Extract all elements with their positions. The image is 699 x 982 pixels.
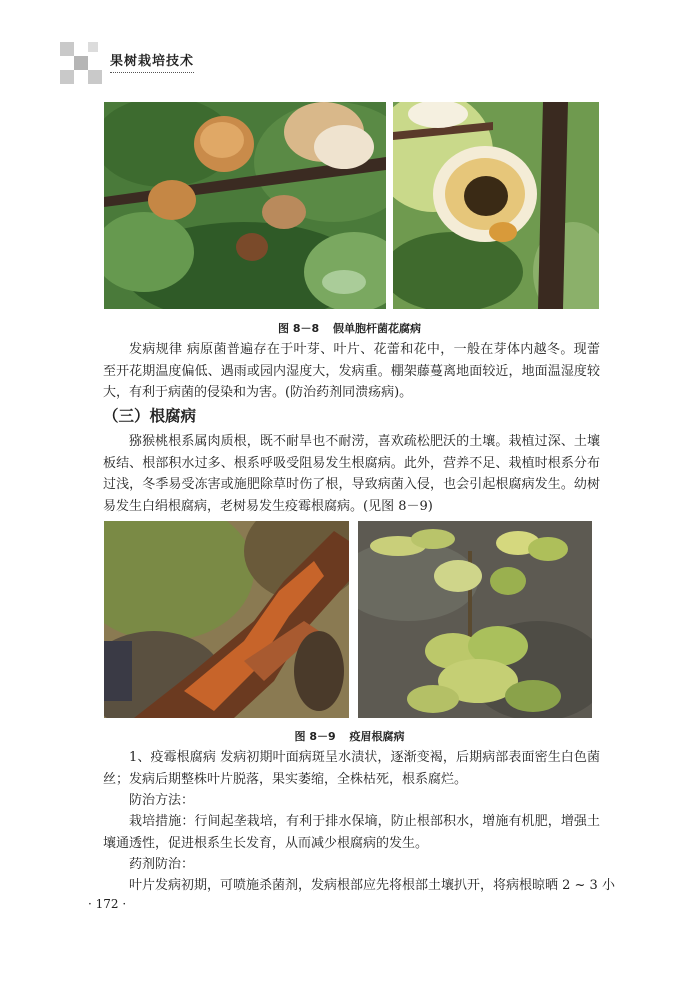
figure-title: 疫眉根腐病 xyxy=(349,730,405,743)
fig-8-8-photo-right xyxy=(393,102,599,309)
fig-8-9-photo-right xyxy=(358,521,592,718)
control-methods-label: 防治方法： xyxy=(129,793,195,808)
figure-number: 图 8－8 xyxy=(278,322,320,335)
paragraph-phytophthora-root-rot: 1、疫霉根腐病 发病初期叶面病斑呈水渍状，逐渐变褐，后期病部表面密生白色菌丝；发病后期整株叶片脱落，果实萎缩，全株枯死，根系腐烂。 xyxy=(103,750,600,787)
fig-8-8-photo-left xyxy=(104,102,386,309)
fig-8-8-caption xyxy=(0,320,699,336)
figure-title: 假单胞杆菌花腐病 xyxy=(332,322,421,335)
running-header-title: 果树栽培技术 xyxy=(110,50,194,73)
section-heading-root-rot: （三）根腐病 xyxy=(103,407,197,425)
paragraph-root-rot-intro: 猕猴桃根系属肉质根，既不耐旱也不耐涝，喜欢疏松肥沃的土壤。栽植过深、土壤板结、根部积水过多、根系呼吸受阻易发生根腐病。此外，营养不足、栽植时根系分布过浅，冬季易受冻害或施肥除草时伤了根，导致病菌入侵，也会引起根腐病发生。幼树易发生白绢根腐病，老树易发生疫霉根腐病。(见图 8－9) xyxy=(103,434,600,514)
chemical-control-label: 药剂防治： xyxy=(129,857,195,872)
paragraph-pathogenesis: 发病规律 病原菌普遍存在于叶芽、叶片、花蕾和花中，一般在芽体内越冬。现蕾至开花期温度偏低、遇雨或园内湿度大，发病重。棚架藤蔓离地面较近，地面温湿度较大，有利于病菌的侵染和为害。(防治药剂同溃疡病)。 xyxy=(103,342,600,400)
fig-8-9-caption xyxy=(0,728,699,744)
fig-8-9-photo-left xyxy=(104,521,349,718)
paragraph-cultivation-measures: 栽培措施：行间起垄栽培，有利于排水保墒，防止根部积水，增施有机肥，增强土壤通透性，促进根系生长发育，从而减少根腐病的发生。 xyxy=(103,814,600,851)
figure-number: 图 8－9 xyxy=(294,730,336,743)
header-logo xyxy=(60,42,102,84)
paragraph-chemical-control: 叶片发病初期，可喷施杀菌剂，发病根部应先将根部土壤扒开，将病根晾晒 2 ~ 3 小 xyxy=(129,878,615,893)
page-number: · 172 · xyxy=(88,897,127,911)
